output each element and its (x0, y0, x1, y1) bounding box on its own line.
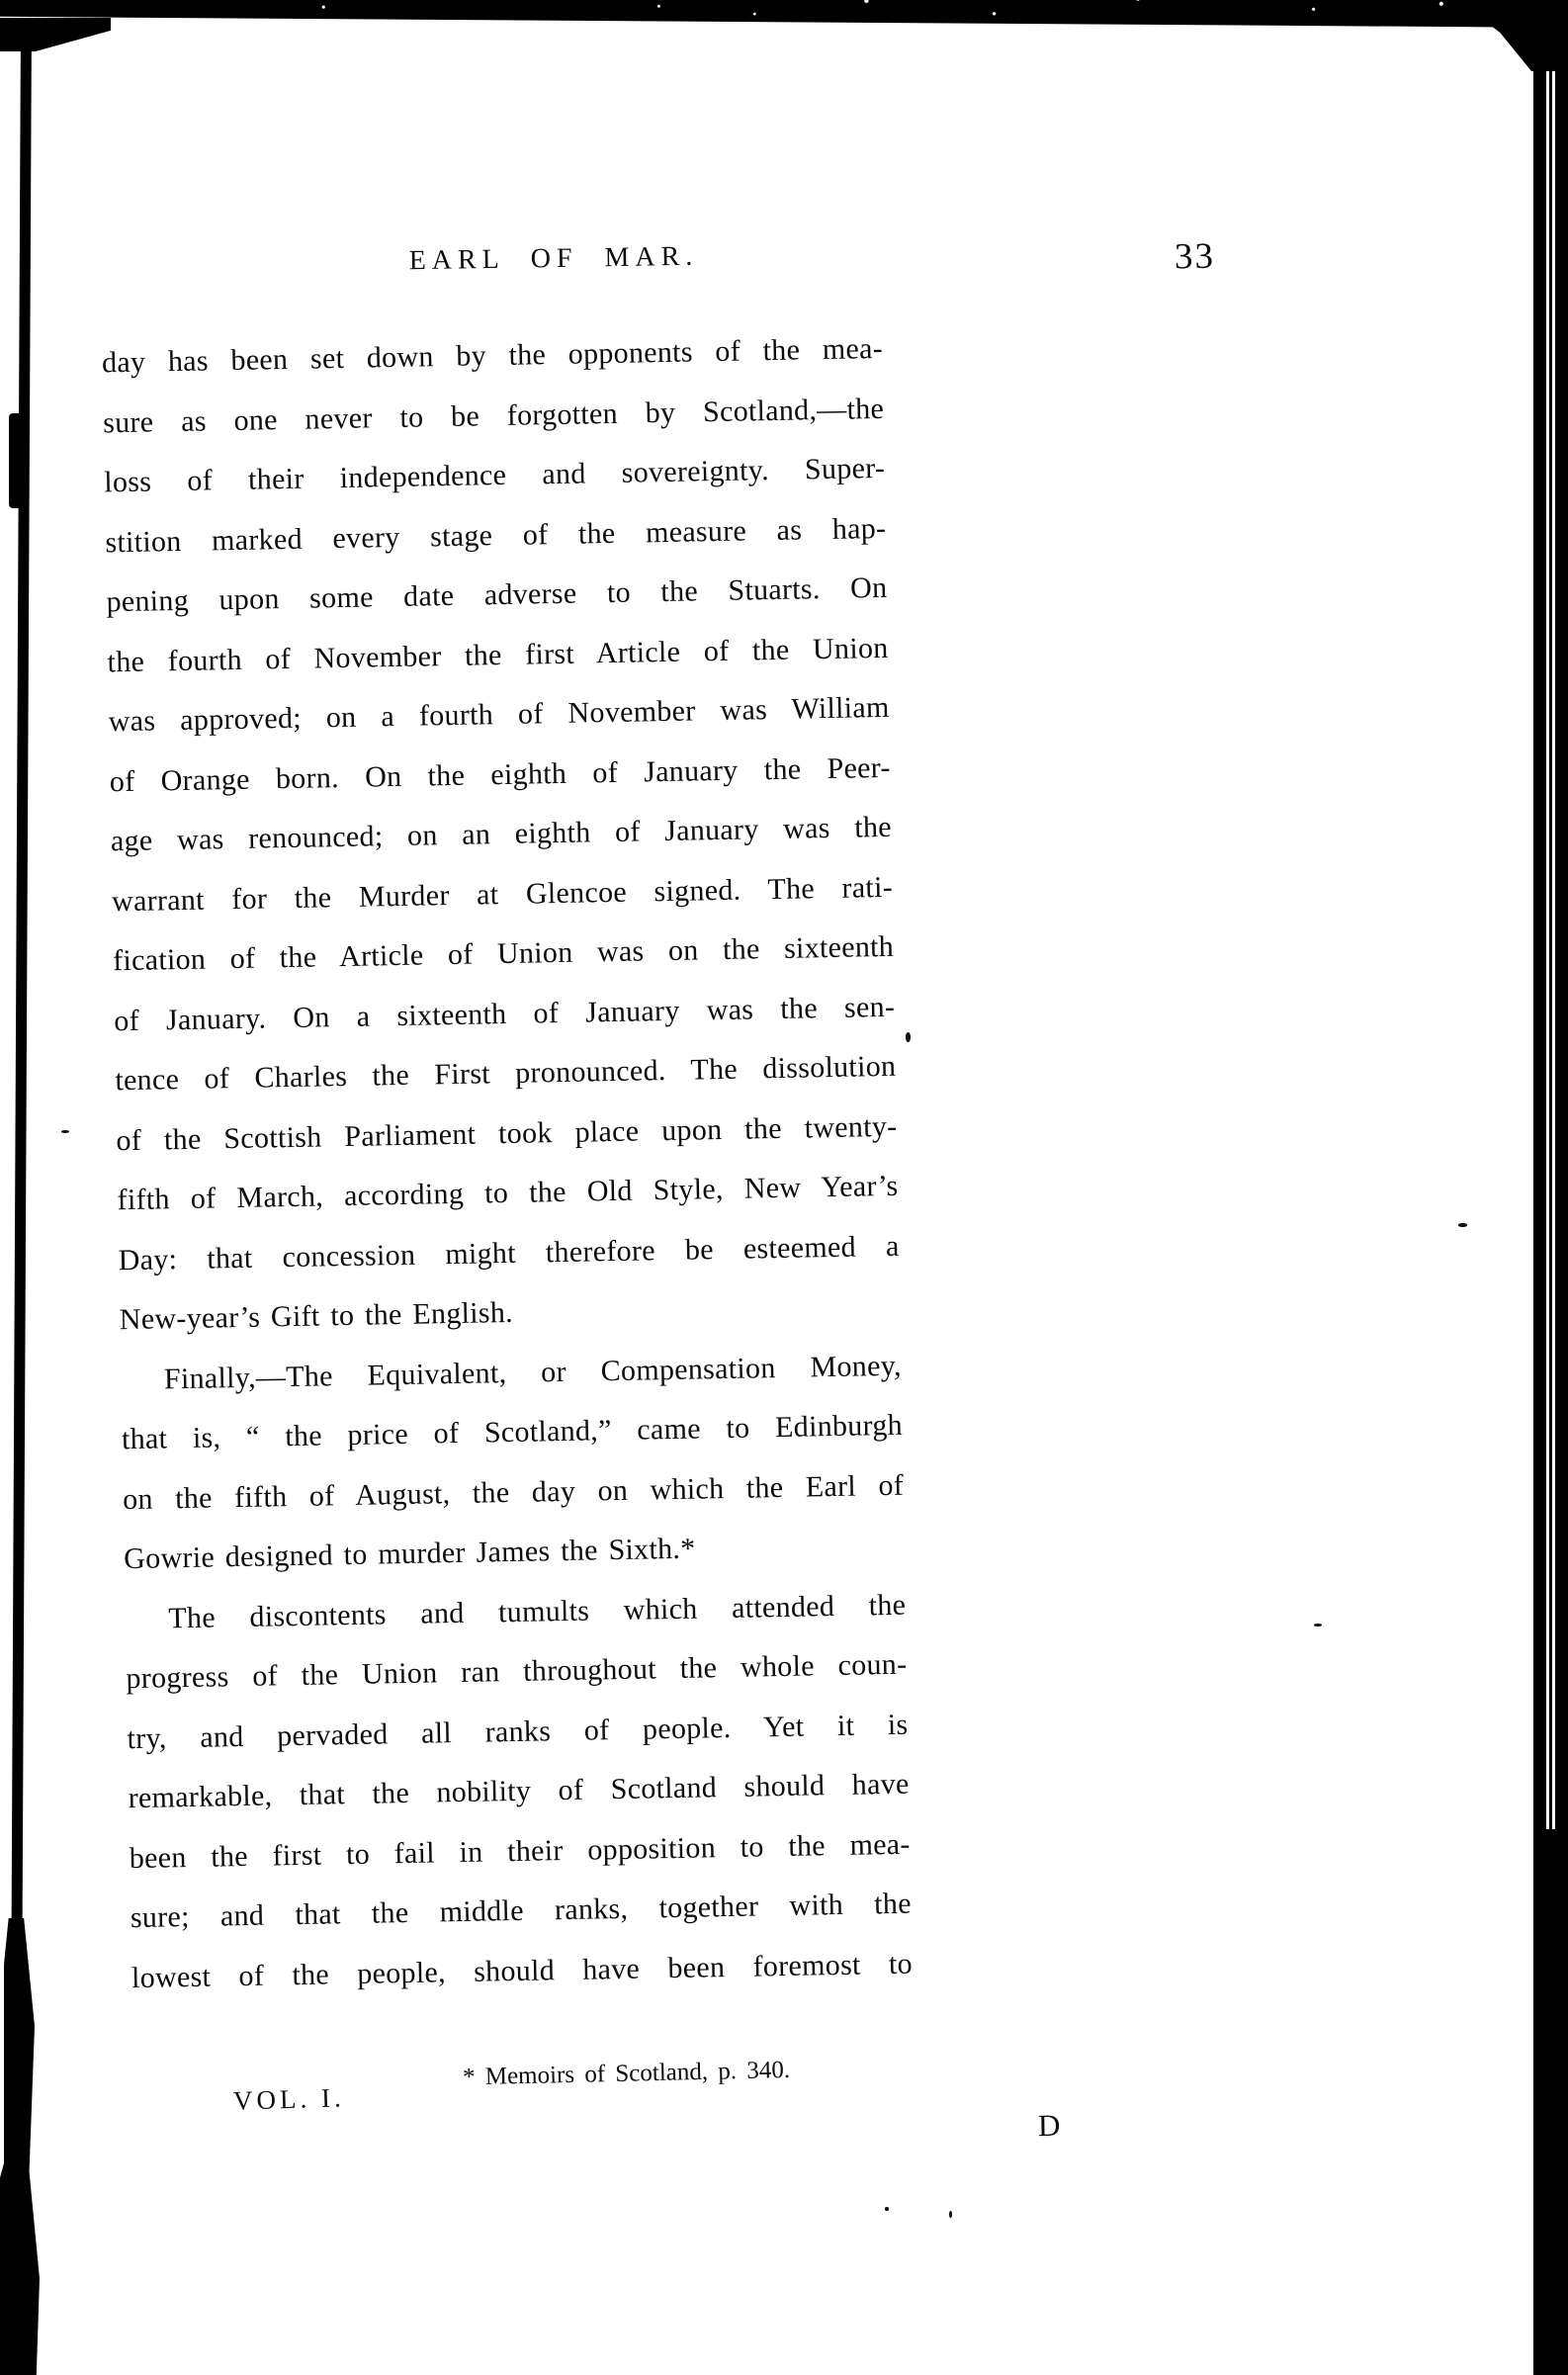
text-line: fifth of March, according to the Old Style, New Year’s (117, 1169, 899, 1217)
dust-speck (906, 1032, 911, 1042)
running-head: EARL OF MAR. (408, 240, 699, 277)
dust-speck (885, 2207, 889, 2211)
dust-speck (61, 1130, 69, 1133)
scan-top-edge (0, 0, 1568, 28)
scan-right-page-edge (1533, 1829, 1568, 2375)
text-line: been the first to fail in their opposition to the mea- (129, 1827, 911, 1875)
scan-right-page-edge (1549, 59, 1552, 1839)
text-line: New-year’s Gift to the English. (119, 1295, 514, 1337)
text-line: Gowrie designed to murder James the Sixth.* (123, 1532, 696, 1576)
text-line: fication of the Article of Union was on the sixteenth (112, 929, 895, 978)
scan-left-blot (4, 1918, 35, 2175)
text-line: day has been set down by the opponents of the mea- (101, 331, 884, 380)
scan-right-edge-hook (1481, 18, 1568, 71)
footnote: * Memoirs of Scotland, p. 340. (462, 2056, 791, 2091)
text-line: of Orange born. On the eighth of January the Peer- (109, 750, 892, 798)
signature-mark: D (1037, 2107, 1061, 2144)
dust-speck (1314, 1624, 1322, 1627)
text-line: age was renounced; on an eighth of January was the (110, 810, 893, 858)
scan-left-blot (0, 2146, 40, 2375)
text-line: on the fifth of August, the day on which the Earl of (122, 1468, 905, 1516)
dust-speck (949, 2211, 952, 2218)
text-line: remarkable, that the nobility of Scotland should have (128, 1767, 910, 1815)
text-line: sure; and that the middle ranks, together with the (130, 1887, 913, 1935)
text-line: the fourth of November the first Article of the Union (107, 631, 889, 678)
text-line: of January. On a sixteenth of January was the sen- (113, 990, 896, 1037)
text-line: sure as one never to be forgotten by Scotland,—the (102, 392, 885, 439)
text-line: was approved; on a fourth of November was William (108, 690, 890, 739)
page-number: 33 (1174, 235, 1216, 278)
text-line: tence of Charles the First pronounced. The dissolution (115, 1049, 897, 1098)
text-line: progress of the Union ran throughout the whole coun- (126, 1647, 908, 1696)
dust-speck (1458, 1223, 1467, 1227)
volume-label: VOL. I. (232, 2082, 346, 2116)
text-line: that is, “ the price of Scotland,” came to Edinburgh (121, 1408, 904, 1456)
scan-left-blot (9, 413, 29, 508)
text-line: The discontents and tumults which attended the (168, 1588, 907, 1634)
text-line: pening upon some date adverse to the Stuarts. On (106, 571, 888, 619)
text-line: of the Scottish Parliament took place upon the twenty- (116, 1109, 898, 1157)
text-line: Finally,—The Equivalent, or Compensation Money, (163, 1349, 903, 1395)
text-line: loss of their independence and sovereignty. Super- (104, 451, 886, 499)
text-line: warrant for the Murder at Glencoe signed. The rati- (111, 870, 894, 918)
body-text (102, 319, 914, 2008)
scan-top-edge-wedge (0, 18, 111, 51)
text-line: lowest of the people, should have been foremost to (131, 1947, 914, 1994)
text-line: stition marked every stage of the measure as hap- (105, 511, 887, 559)
text-line: try, and pervaded all ranks of people. Yet it is (127, 1708, 909, 1755)
text-line: Day: that concession might therefore be esteemed a (118, 1229, 900, 1276)
